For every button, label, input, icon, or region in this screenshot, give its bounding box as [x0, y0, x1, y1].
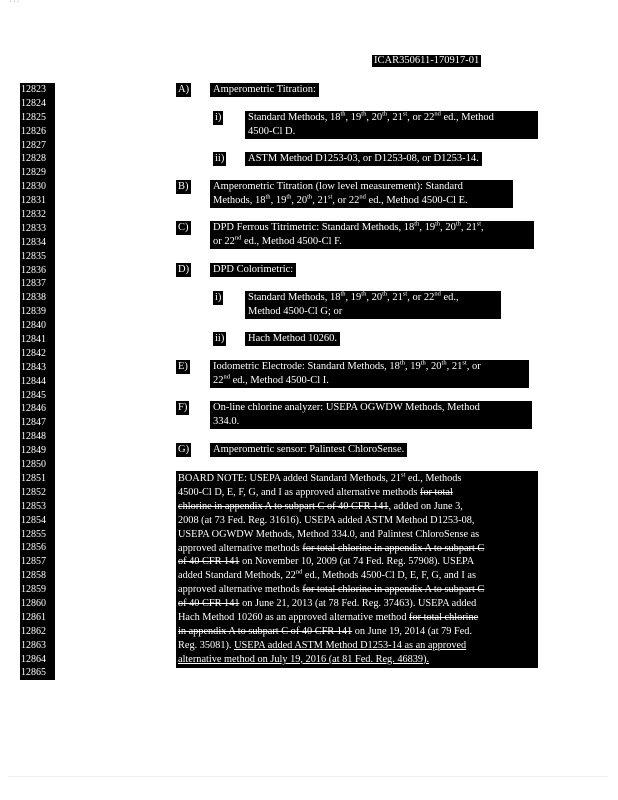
line-number: 12825 — [21, 111, 46, 123]
line-number: 12843 — [21, 361, 46, 373]
item-a-i-label: i) — [215, 112, 222, 123]
line-number: 12851 — [21, 472, 46, 484]
line-number: 12841 — [21, 334, 46, 346]
item-a-label: A) — [178, 84, 190, 95]
line-number: 12831 — [21, 195, 46, 207]
line-number: 12858 — [21, 570, 46, 582]
item-a-ii-text: ASTM Method D1253-03, or D1253-08, or D1253-14. — [245, 152, 482, 166]
line-number: 12856 — [21, 542, 46, 554]
item-g-text: Amperometric sensor: Palintest ChloroSense. — [210, 443, 407, 457]
line-number: 12865 — [21, 667, 46, 679]
item-e-label: E) — [178, 361, 188, 372]
line-number: 12862 — [21, 625, 46, 637]
line-number: 12829 — [21, 167, 46, 179]
line-number: 12859 — [21, 584, 46, 596]
line-number: 12847 — [21, 417, 46, 429]
item-d-title: DPD Colorimetric: — [210, 263, 296, 277]
line-number: 12857 — [21, 556, 46, 568]
line-number: 12832 — [21, 209, 46, 221]
line-number: 12839 — [21, 306, 46, 318]
line-number: 12860 — [21, 597, 46, 609]
line-number: 12835 — [21, 250, 46, 262]
board-note: BOARD NOTE: USEPA added Standard Methods, 21st ed., Methods 4500-Cl D, E, F, G, and I as approved alternative methods for total chlorine in appendix A to subpart C of 40 CFR 141, added on June 3, 2008 (at 73 Fed. Reg. 31616). USEPA added ASTM Method D1253-08, USEPA OGWDW Methods, Method 334.0, and Palintest ChloroSense as approved alternative methods for total chlorine in appendix A to subpart C of 40 CFR 141 on November 10, 2009 (at 74 Fed. Reg. 57908). USEPA added Standard Methods, 22nd ed., Methods 4500-Cl D, E, F, G, and I as approved alternative methods for total chlorine in appendix A to subpart C of 40 CFR 141 on June 21, 2013 (at 78 Fed. Reg. 37463). USEPA added Hach Method 10260 as an approved alternative method for total chlorine in appendix A to subpart C of 40 CFR 141 on June 19, 2014 (at 79 Fed. Reg. 35081). USEPA added ASTM Method D1253-14 as an approved alternative method on July 19, 2016 (at 81 Fed. Reg. 46839). — [176, 471, 538, 668]
line-number: 12837 — [21, 278, 46, 290]
item-g-label: G) — [178, 444, 190, 455]
document-id-header: ICAR350611-170917-01 — [374, 55, 480, 66]
line-number: 12845 — [21, 389, 46, 401]
line-number: 12824 — [21, 97, 46, 109]
item-b-label: B) — [178, 181, 189, 192]
line-number: 12833 — [21, 222, 46, 234]
item-c-label: C) — [178, 222, 189, 233]
item-f-label: F) — [178, 402, 188, 413]
line-number: 12823 — [21, 84, 46, 95]
line-number: 12861 — [21, 611, 46, 623]
line-number: 12854 — [21, 514, 46, 526]
line-number: 12838 — [21, 292, 46, 304]
item-e-text: Iodometric Electrode: Standard Methods, 18th, 19th, 20th, 21st, or 22nd ed., Method 4500-Cl I. — [210, 360, 529, 388]
item-f-text: On-line chlorine analyzer: USEPA OGWDW Methods, Method 334.0. — [210, 401, 532, 429]
line-number: 12827 — [21, 139, 46, 151]
scan-corner-marks: ' ' ' — [10, 0, 19, 7]
item-a-title: Amperometric Titration: — [210, 83, 319, 97]
page-bottom-rule — [8, 776, 608, 777]
line-number: 12853 — [21, 500, 46, 512]
line-number: 12850 — [21, 459, 46, 471]
item-d-ii-label: ii) — [215, 333, 225, 344]
line-number: 12826 — [21, 125, 46, 137]
item-b-text: Amperometric Titration (low level measurement): Standard Methods, 18th, 19th, 20th, 21st, or 22nd ed., Method 4500-Cl E. — [210, 180, 513, 208]
line-number: 12836 — [21, 264, 46, 276]
line-number: 12840 — [21, 320, 46, 332]
item-d-i-text: Standard Methods, 18th, 19th, 20th, 21st, or 22nd ed., Method 4500-Cl G; or — [245, 291, 501, 319]
line-number: 12828 — [21, 153, 46, 165]
line-number: 12863 — [21, 639, 46, 651]
item-d-i-label: i) — [215, 292, 222, 303]
item-c-text: DPD Ferrous Titrimetric: Standard Methods, 18th, 19th, 20th, 21st, or 22nd ed., Method 4500-Cl F. — [210, 221, 534, 249]
line-number: 12849 — [21, 445, 46, 457]
line-number: 12852 — [21, 486, 46, 498]
line-number: 12855 — [21, 528, 46, 540]
line-number: 12834 — [21, 236, 46, 248]
line-number: 12846 — [21, 403, 46, 415]
item-d-ii-text: Hach Method 10260. — [245, 332, 340, 346]
item-d-label: D) — [178, 264, 190, 275]
line-number: 12842 — [21, 347, 46, 359]
line-number: 12844 — [21, 375, 46, 387]
line-number: 12830 — [21, 181, 46, 193]
item-a-ii-label: ii) — [215, 153, 225, 164]
line-number: 12864 — [21, 653, 46, 665]
line-number-column — [20, 83, 55, 680]
line-number: 12848 — [21, 431, 46, 443]
item-a-i-text: Standard Methods, 18th, 19th, 20th, 21st, or 22nd ed., Method 4500-Cl D. — [245, 111, 538, 139]
